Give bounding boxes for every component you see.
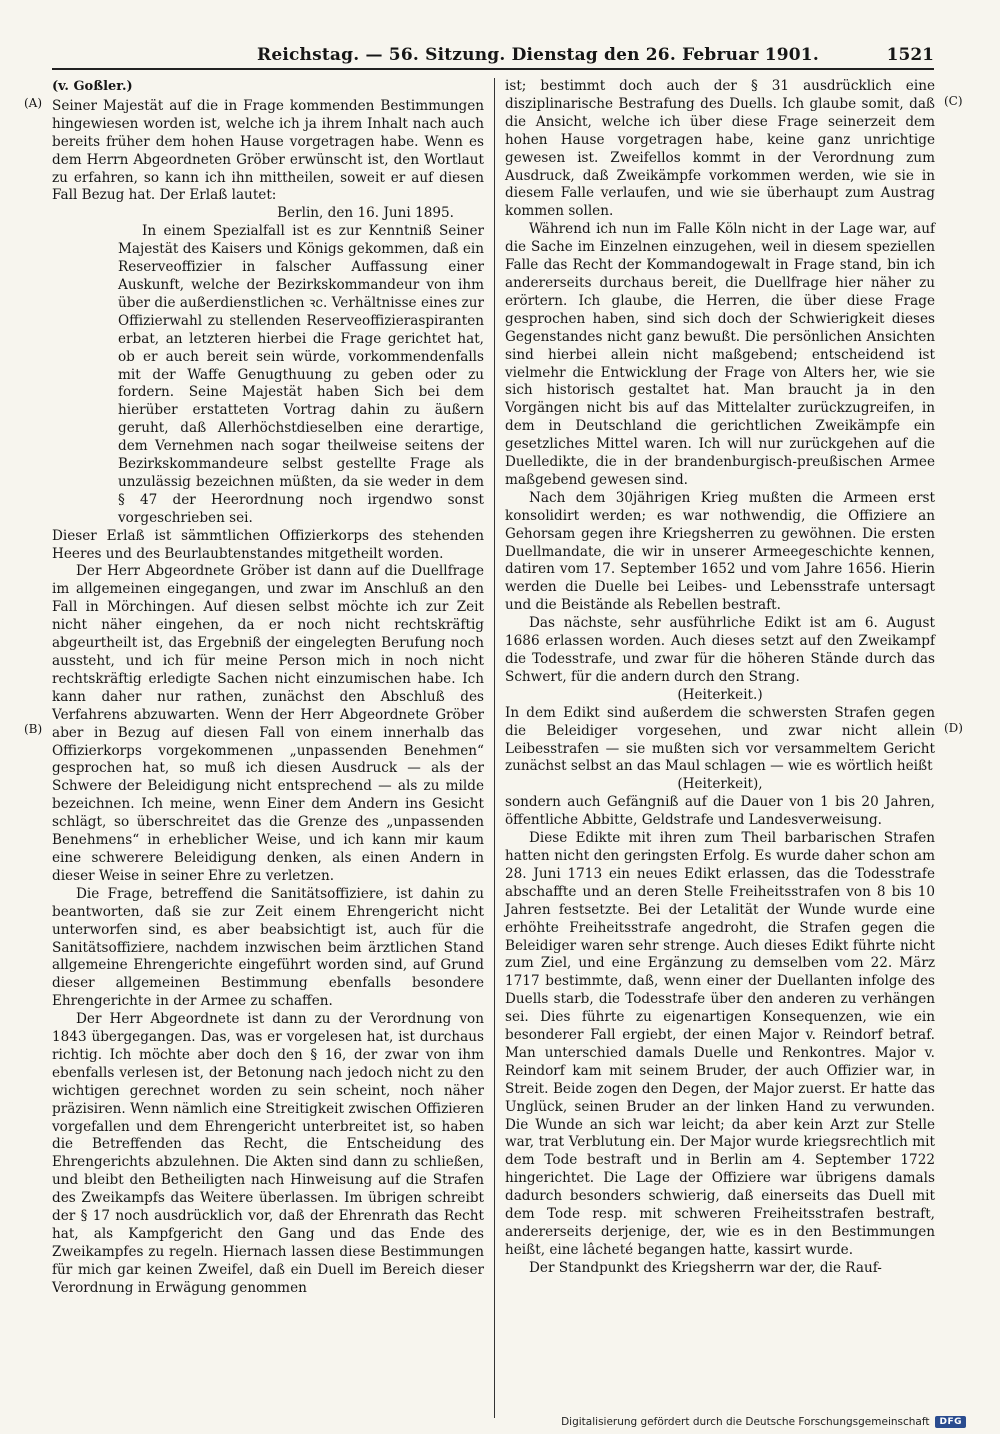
digitization-credit bbox=[561, 1416, 966, 1428]
paragraph: Die Frage, betreffend die Sanitätsoffiziere, ist dahin zu beantworten, daß sie zur Zeit einem Ehrengericht nicht unterworfen sind, es aber beabsichtigt ist, auch für die Sanitätsoffiziere, nachdem inzwischen beim ärztlichen Stand allgemeine Ehrengerichte eingeführt worden sind, auf Grund dieser allgemeinen Bestimmung ebenfalls besondere Ehrengerichte in der Armee zu schaffen. bbox=[52, 885, 484, 1010]
paragraph: Während ich nun im Falle Köln nicht in der Lage war, auf die Sache im Einzelnen einzugehen, weil in diesem speziellen Falle das Recht der Kommandogewalt in Frage stand, bin ich andererseits durchaus bereit, die Duellfrage hier näher zu erörtern. Ich glaube, die Herren, die über diese Frage gesprochen haben, sind sich doch der Schwierigkeit dieses Gegenstandes nicht ganz bewußt. Die persönlichen Ansichten sind hierbei allein nicht maßgebend; entscheidend ist vielmehr die Entwicklung der Frage von Alters her, wie sie sich historisch gestaltet hat. Man braucht ja in den Vorgängen nicht bis auf das Mittelalter zurückzugreifen, in dem in Deutschland die gerichtlichen Zweikämpfe ein gesetzliches Mittel waren. Ich will nur zurückgehen auf die Duelledikte, die in der brandenburgisch-preußischen Armee maßgebend gewesen sind. bbox=[505, 221, 935, 488]
margin-marker-b: (B) bbox=[24, 722, 43, 736]
paragraph: Der Herr Abgeordnete ist dann zu der Verordnung von 1843 übergegangen. Das, was er vorgelesen hat, ist durchaus richtig. Ich möchte aber doch den § 16, der zwar von ihm ebenfalls verlesen ist, der Betonung nach jedoch nicht zu den wichtigen gerechnet worden zu sein scheint, noch näher präzisiren. Wenn nämlich eine Streitigkeit zwischen Offizieren vorgefallen und dem Ehrengericht unterbreitet ist, so haben die Betreffenden das Recht, die Entscheidung des Ehrengerichts abzulehnen. Die Akten sind dann zu schließen, und bleibt den Betheiligten nach Hinweisung auf die Strafen des Zweikampfs das Weitere überlassen. Im übrigen schreibt der § 17 noch ausdrücklich vor, daß der Ehrenrath das Recht hat, als Kampfgericht den Gang und das Ende des Zweikampfes zu regeln. Hiernach lassen diese Bestimmungen für mich gar keinen Zweifel, daß ein Duell im Bereich dieser Verordnung in Erwägung genommen bbox=[52, 1011, 484, 1296]
paragraph: Nach dem 30jährigen Krieg mußten die Armeen erst konsolidirt werden; es war nothwendig, die Offiziere an Gehorsam gegen ihre Kriegsherren zu gewöhnen. Die ersten Duellmandate, die wir in unserer Armeegeschichte kennen, datiren vom 17. September 1652 und vom Jahre 1656. Hierin werden die Duelle bei Leibes- und Lebensstrafe untersagt und die Beistände als Rebellen bestraft. bbox=[505, 489, 935, 614]
margin-marker-d: (D) bbox=[944, 721, 963, 735]
interjection: (Heiterkeit.) bbox=[677, 686, 763, 703]
interjection: (Heiterkeit), bbox=[677, 776, 763, 793]
paragraph: Seiner Majestät auf die in Frage kommenden Bestimmungen hingewiesen worden ist, welche ich ja ihrem Inhalt nach auch bereits früher dem hohen Hause vorgetragen habe. Wenn es dem Herrn Abgeordneten Gröber erwünscht ist, den Wortlaut zu erfahren, so kann ich ihn mittheilen, soweit er auf diesen Fall Bezug hat. Der Erlaß lautet: bbox=[52, 97, 484, 204]
page-number: 1521 bbox=[886, 45, 934, 65]
paragraph: Diese Edikte mit ihren zum Theil barbarischen Strafen hatten nicht den geringsten Erfolg. Es wurde daher schon am 28. Juni 1713 ein neues Edikt erlassen, das die Todesstrafe abschaffte und an deren Stelle Freiheitsstrafen von 8 bis 10 Jahren festsetzte. Bei der Letalität der Wunde wurde eine erhöhte Freiheitsstrafe angedroht, die Strafen gegen die Beleidiger waren sehr strenge. Auch dieses Edikt führte nicht zum Ziel, und eine Ergänzung zu demselben vom 22. März 1717 bestimmte, daß, wenn einer der Duellanten infolge des Duells starb, die Todesstrafe über den anderen zu verhängen sei. Dies führte zu eigenartigen Konsequenzen, wie ein besonderer Fall ergiebt, der einen Major v. Reindorf betraf. Man unterschied damals Duelle und Renkontres. Major v. Reindorf kam mit seinem Bruder, der auch Offizier war, in Streit. Beide zogen den Degen, der Major zuerst. Er hatte das Unglück, seinen Bruder an der linken Hand zu verwunden. Die Wunde an sich war leicht; da aber kein Arzt zur Stelle war, trat Verblutung ein. Der Major wurde kriegsrechtlich mit dem Tode bestraft und in Berlin am 4. September 1722 hingerichtet. Die Lage der Offiziere war übrigens damals dadurch besonders schwierig, daß einerseits das Duell mit dem Tode resp. mit schweren Freiheitsstrafen bestraft, andererseits derjenige, der, wie es in den Bestimmungen heißt, eine lâcheté begangen hatte, kassirt wurde. bbox=[505, 830, 935, 1258]
column-divider bbox=[494, 78, 495, 1418]
margin-marker-a: (A) bbox=[24, 96, 43, 110]
speaker-name: (v. Goßler.) bbox=[52, 79, 133, 94]
right-column bbox=[505, 78, 935, 1278]
credit-text: Digitalisierung gefördert durch die Deutsche Forschungsgemeinschaft bbox=[561, 1416, 930, 1428]
paragraph: ist; bestimmt doch auch der § 31 ausdrücklich eine disziplinarische Bestrafung des Duells. Ich glaube somit, daß die Ansicht, welche ich über diese Frage seinerzeit dem hohen Hause vorgetragen habe, keine ganz unrichtige gewesen ist. Zweifellos kommt in der Verordnung zum Ausdruck, daß Zweikämpfe vorkommen werden, wie sie in diesem Falle verlaufen, und wie sie überhaupt zum Austrag kommen sollen. bbox=[505, 78, 935, 220]
paragraph: Der Herr Abgeordnete Gröber ist dann auf die Duellfrage im allgemeinen eingegangen, und zwar im Anschluß an den Fall in Mörchingen. Auf diesen selbst möchte ich zur Zeit nicht näher eingehen, da er noch nicht rechtskräftig abgeurtheilt ist, das Ergebniß der eingelegten Berufung noch aussteht, und ich für meine Person mich in noch nicht rechtskräftig erledigte Sachen nicht einzumischen habe. Ich kann daher nur rathen, zunächst den Abschluß des Verfahrens abzuwarten. Wenn der Herr Abgeordnete Gröber aber in Bezug auf diesen Fall von einem innerhalb das Offizierkorps vorgekommenen „unpassenden Benehmen“ gesprochen hat, so muß ich diesen Ausdruck — als der Schwere der Beleidigung nicht entsprechend — als zu milde bezeichnen. Ich meine, wenn Einer dem Andern ins Gesicht schlägt, so überschreitet das die Grenze des „unpassenden Benehmens“ in erheblicher Weise, und ich kann mir kaum eine schwerere Beleidigung denken, als einen Andern in dieser Weise in seiner Ehre zu verletzen. bbox=[52, 563, 484, 884]
margin-marker-c: (C) bbox=[944, 94, 963, 108]
running-head: Reichstag. — 56. Sitzung. Dienstag den 26. Februar 1901. bbox=[257, 45, 819, 65]
paragraph: In dem Edikt sind außerdem die schwersten Strafen gegen die Beleidiger vorgesehen, und zwar nicht allein Leibesstrafen — sie mußten sich vor versammeltem Gericht zunächst selbst an das Maul schlagen — wie es wörtlich heißt bbox=[505, 704, 935, 775]
left-column bbox=[52, 78, 484, 1298]
decree-quote: In einem Spezialfall ist es zur Kenntniß Seiner Majestät des Kaisers und Königs gekommen, daß ein Reserveoffizier in falscher Auffassung einer Auskunft, welche der Bezirkskommandeur von ihm über die außerdienstlichen ꝛc. Verhältnisse eines zur Offizierwahl zu stellenden Reserveoffizieraspiranten erbat, an letzteren hierbei die Frage gerichtet hat, ob er auch bereit sein würde, vorkommendenfalls mit der Waffe Genugthuung zu geben oder zu fordern. Seine Majestät haben Sich bei dem hierüber erstatteten Vortrag dahin zu äußern geruht, daß Allerhöchstdieselben eine derartige, dem Vernehmen nach sogar theilweise seitens der Bezirkskommandeure selbst gestellte Frage als unzulässig bezeichnen müßten, da sie weder in dem § 47 der Heerordnung noch irgendwo sonst vorgeschrieben sei. bbox=[118, 223, 484, 526]
dfg-logo: DFG bbox=[935, 1416, 966, 1428]
paragraph: Der Standpunkt des Kriegsherrn war der, die Rauf- bbox=[529, 1259, 882, 1276]
page-header bbox=[52, 44, 934, 70]
paragraph: sondern auch Gefängniß auf die Dauer von 1 bis 20 Jahren, öffentliche Abbitte, Geldstrafe und Landesverweisung. bbox=[505, 794, 935, 829]
paragraph: Das nächste, sehr ausführliche Edikt ist am 6. August 1686 erlassen worden. Auch dieses setzt auf den Zweikampf die Todesstrafe, und zwar für die höheren Stände durch das Schwert, für die andern durch den Strang. bbox=[505, 615, 935, 685]
paragraph: Dieser Erlaß ist sämmtlichen Offizierkorps des stehenden Heeres und des Beurlaubtenstandes mitgetheilt worden. bbox=[52, 527, 484, 562]
decree-dateline: Berlin, den 16. Juni 1895. bbox=[277, 205, 454, 222]
